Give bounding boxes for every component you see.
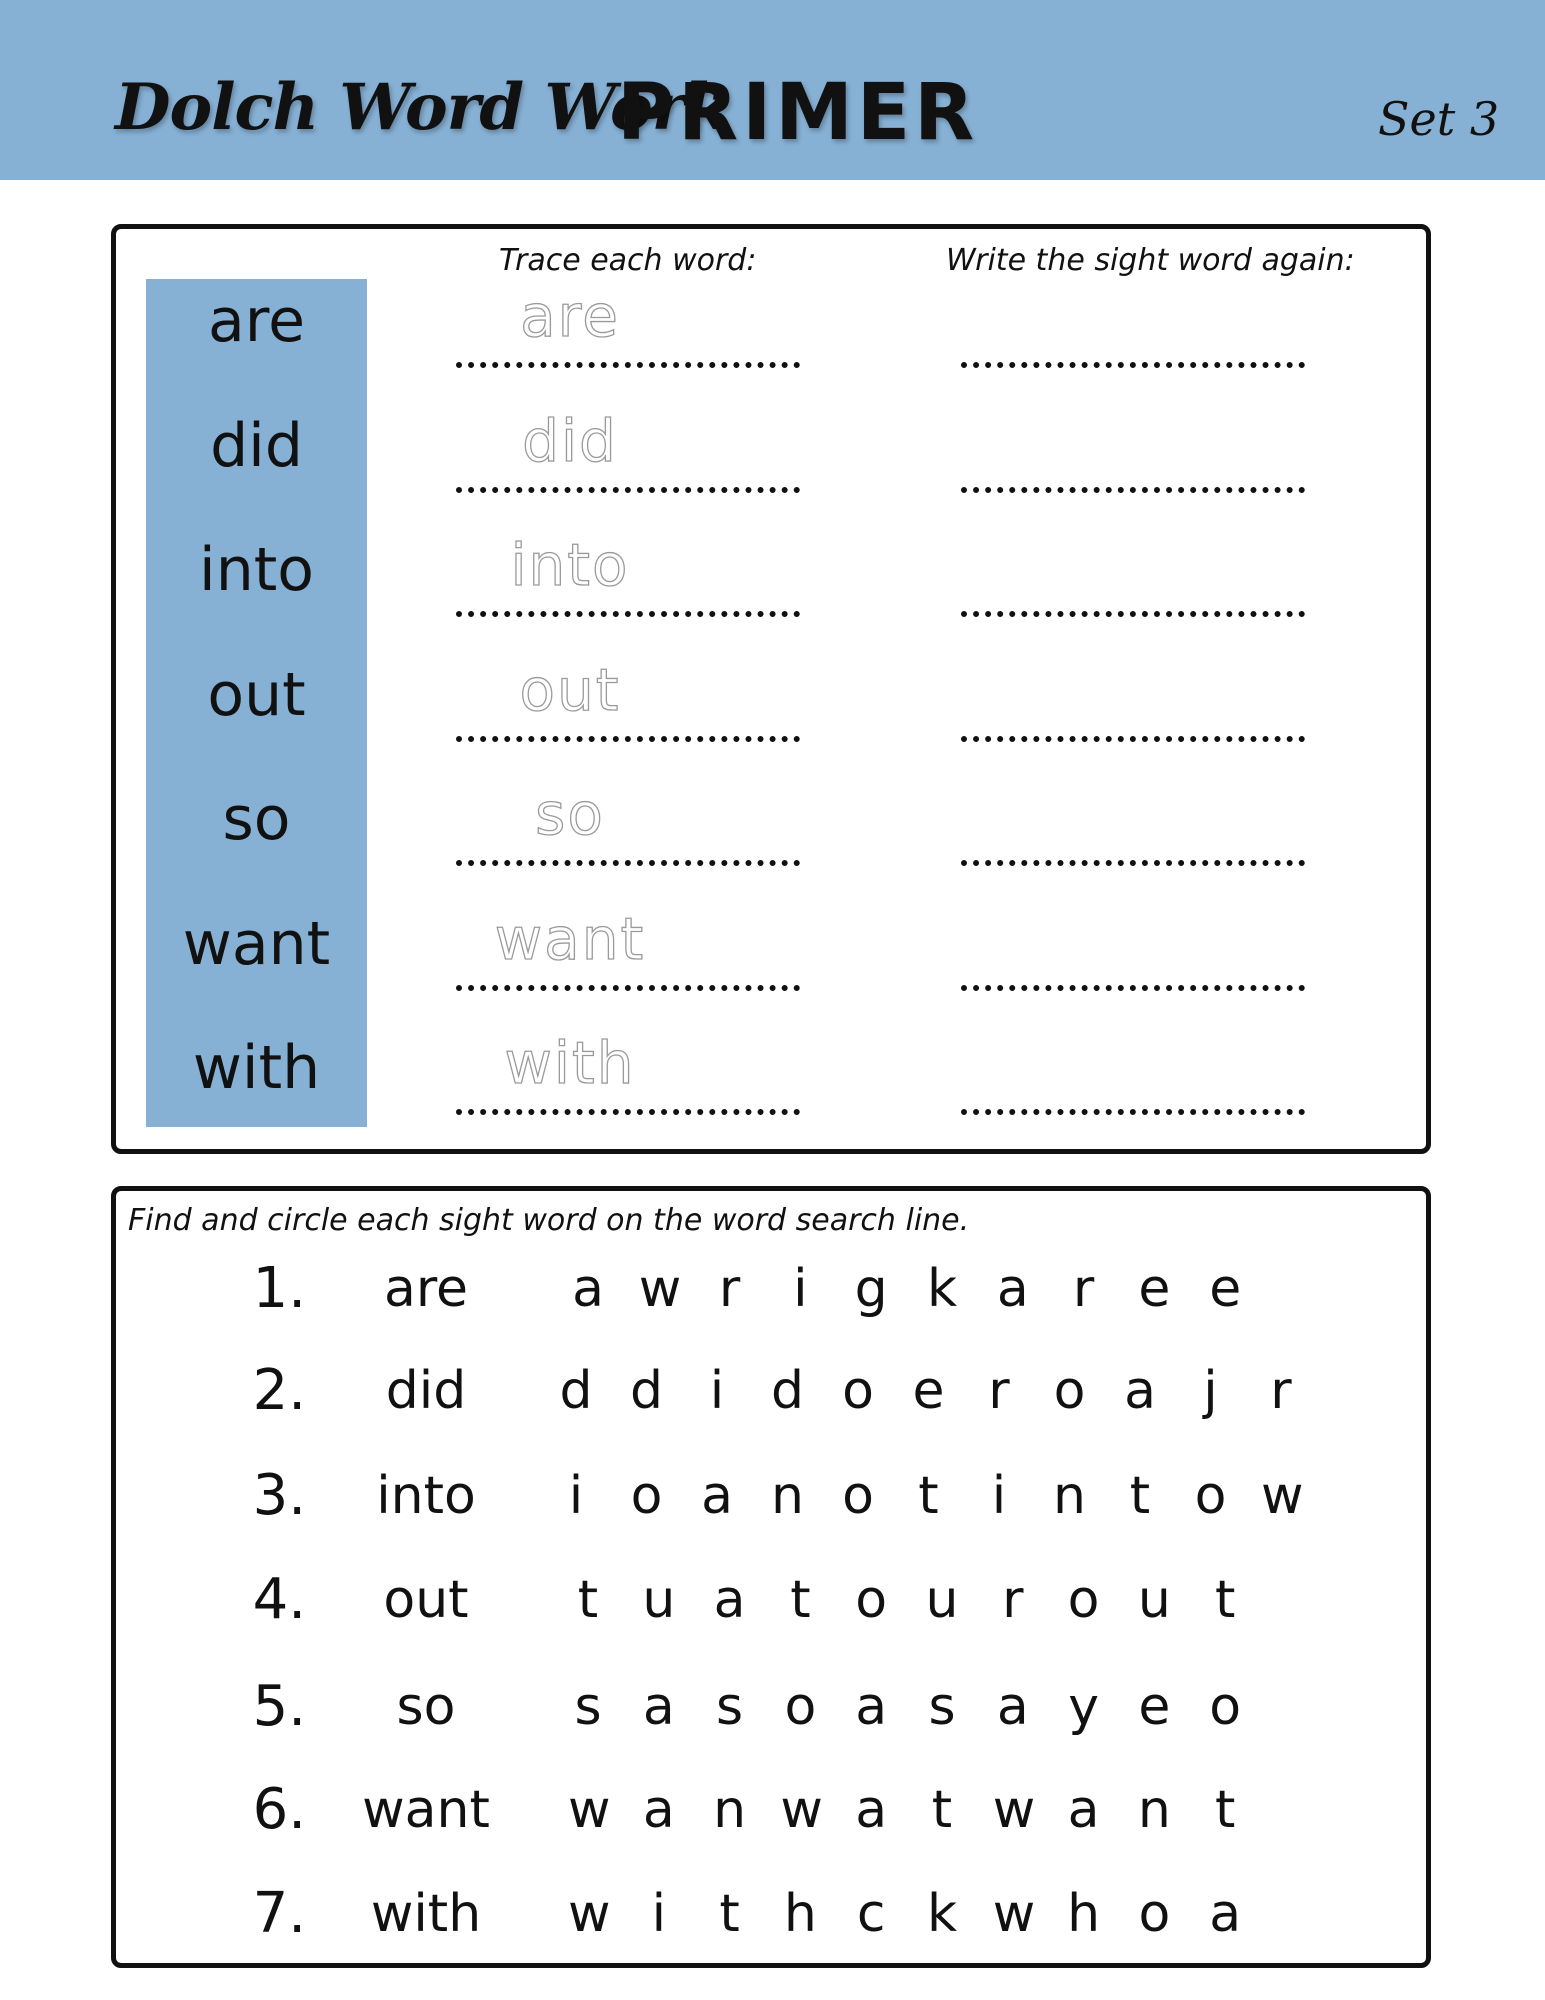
search-letter[interactable]: t xyxy=(918,1466,939,1526)
trace-heading: Trace each word: xyxy=(499,243,757,278)
search-letter[interactable]: o xyxy=(1209,1677,1242,1737)
trace-word: into xyxy=(510,531,630,599)
search-letter[interactable]: k xyxy=(926,1884,958,1944)
search-letter[interactable]: w xyxy=(992,1884,1036,1944)
search-letter[interactable]: u xyxy=(1137,1570,1171,1630)
search-target-word: with xyxy=(370,1884,482,1944)
word-search-line[interactable] xyxy=(556,1882,1286,1946)
trace-line[interactable] xyxy=(456,362,800,368)
word-search-line[interactable] xyxy=(556,1359,1292,1423)
level-title: PRIMER xyxy=(617,68,979,158)
search-letter[interactable]: t xyxy=(719,1884,740,1944)
trace-word: so xyxy=(535,780,605,848)
search-letter[interactable]: a xyxy=(996,1259,1029,1319)
search-letter[interactable]: w xyxy=(638,1259,682,1319)
search-target-word: want xyxy=(362,1780,490,1840)
word-search-line[interactable] xyxy=(556,1778,1286,1842)
search-letter[interactable]: o xyxy=(855,1570,888,1630)
search-letter[interactable]: e xyxy=(1209,1259,1242,1319)
search-target-word: so xyxy=(396,1677,456,1737)
search-letter[interactable]: i xyxy=(793,1259,808,1319)
word-search-instructions: Find and circle each sight word on the word search line. xyxy=(128,1203,970,1238)
search-letter[interactable]: w xyxy=(992,1780,1036,1840)
search-letter[interactable]: t xyxy=(931,1780,953,1840)
write-line[interactable] xyxy=(961,1109,1305,1115)
search-letter[interactable]: o xyxy=(1067,1570,1100,1630)
search-letter[interactable]: j xyxy=(1203,1361,1218,1421)
search-letter[interactable]: a xyxy=(996,1677,1029,1737)
item-number: 6. xyxy=(252,1777,306,1842)
search-letter[interactable]: e xyxy=(1138,1259,1171,1319)
search-letter[interactable]: a xyxy=(855,1677,888,1737)
trace-line[interactable] xyxy=(456,487,800,493)
search-letter[interactable]: t xyxy=(1214,1780,1236,1840)
word-search-line[interactable] xyxy=(556,1464,1304,1528)
trace-line[interactable] xyxy=(456,860,800,866)
write-line[interactable] xyxy=(961,611,1305,617)
item-number: 7. xyxy=(252,1881,306,1946)
write-heading: Write the sight word again: xyxy=(946,243,1355,278)
search-letter[interactable]: w xyxy=(568,1780,611,1840)
worksheet-title: Dolch Word Work xyxy=(115,70,728,145)
search-letter[interactable]: a xyxy=(572,1259,604,1319)
item-number: 3. xyxy=(252,1463,306,1528)
write-line[interactable] xyxy=(961,985,1305,991)
search-letter[interactable]: a xyxy=(713,1570,746,1630)
sight-word: so xyxy=(222,784,291,854)
sight-word-panel xyxy=(146,279,367,1127)
search-letter[interactable]: e xyxy=(1138,1677,1171,1737)
search-letter[interactable]: r xyxy=(1002,1570,1024,1630)
search-letter[interactable]: o xyxy=(1138,1884,1171,1944)
search-letter[interactable]: d xyxy=(629,1361,663,1421)
search-letter[interactable]: r xyxy=(988,1361,1010,1421)
search-letter[interactable]: n xyxy=(1053,1466,1086,1526)
search-letter[interactable]: u xyxy=(925,1570,959,1630)
search-letter[interactable]: n xyxy=(713,1780,747,1840)
search-letter[interactable]: s xyxy=(928,1677,956,1737)
search-letter[interactable]: y xyxy=(1068,1677,1099,1737)
search-letter[interactable]: w xyxy=(568,1884,611,1944)
trace-word: want xyxy=(494,904,646,973)
search-target-word: out xyxy=(383,1570,469,1630)
item-number: 4. xyxy=(252,1567,306,1632)
write-line[interactable] xyxy=(961,736,1305,742)
write-line[interactable] xyxy=(961,362,1305,368)
search-letter[interactable]: n xyxy=(771,1466,804,1526)
search-letter[interactable]: d xyxy=(559,1361,593,1421)
word-search-section xyxy=(111,1186,1431,1968)
search-letter[interactable]: o xyxy=(842,1466,874,1526)
search-letter[interactable]: k xyxy=(926,1259,958,1319)
trace-word: with xyxy=(504,1029,636,1097)
search-letter[interactable]: i xyxy=(991,1466,1007,1526)
search-letter[interactable]: i xyxy=(709,1361,725,1421)
search-letter[interactable]: a xyxy=(701,1466,733,1526)
search-letter[interactable]: t xyxy=(1129,1466,1151,1526)
search-letter[interactable]: n xyxy=(1137,1780,1171,1840)
sight-word: want xyxy=(182,908,331,979)
search-letter[interactable]: r xyxy=(1072,1259,1095,1319)
search-letter[interactable]: s xyxy=(716,1677,744,1737)
search-letter[interactable]: i xyxy=(568,1466,584,1526)
search-letter[interactable]: r xyxy=(718,1259,741,1319)
set-label: Set 3 xyxy=(1378,92,1500,146)
search-letter[interactable]: t xyxy=(790,1570,811,1630)
search-letter[interactable]: o xyxy=(784,1677,817,1737)
search-letter[interactable]: s xyxy=(574,1677,602,1737)
search-letter[interactable]: i xyxy=(651,1884,667,1944)
search-letter[interactable]: e xyxy=(912,1361,945,1421)
search-letter[interactable]: o xyxy=(630,1466,663,1526)
item-number: 5. xyxy=(252,1674,306,1739)
search-letter[interactable]: w xyxy=(1261,1466,1304,1526)
search-letter[interactable]: h xyxy=(1067,1884,1101,1944)
search-letter[interactable]: r xyxy=(1270,1361,1292,1421)
trace-line[interactable] xyxy=(456,1109,800,1115)
search-letter[interactable]: a xyxy=(1209,1884,1242,1944)
search-letter[interactable]: d xyxy=(770,1361,804,1421)
search-target-word: into xyxy=(376,1466,476,1526)
trace-word: did xyxy=(522,406,618,475)
header-banner xyxy=(0,0,1545,180)
sight-word: did xyxy=(210,410,303,481)
item-number: 2. xyxy=(252,1358,306,1423)
search-letter[interactable]: a xyxy=(642,1780,675,1840)
trace-word: out xyxy=(519,655,621,724)
sight-word: are xyxy=(207,286,306,356)
search-letter[interactable]: c xyxy=(856,1884,886,1944)
trace-word: are xyxy=(520,282,620,350)
search-target-word: did xyxy=(385,1361,467,1421)
write-line[interactable] xyxy=(961,860,1305,866)
search-letter[interactable]: a xyxy=(855,1780,888,1840)
item-number: 1. xyxy=(252,1256,306,1321)
search-letter[interactable]: h xyxy=(783,1884,817,1944)
word-search-line[interactable] xyxy=(556,1257,1286,1321)
search-letter[interactable]: o xyxy=(1194,1466,1227,1526)
search-letter[interactable]: a xyxy=(1124,1361,1156,1421)
word-search-line[interactable] xyxy=(556,1675,1286,1739)
search-letter[interactable]: g xyxy=(854,1259,888,1319)
search-letter[interactable]: o xyxy=(842,1361,874,1421)
search-letter[interactable]: t xyxy=(1214,1570,1236,1630)
trace-line[interactable] xyxy=(456,736,800,742)
word-search-line[interactable] xyxy=(556,1568,1286,1632)
search-letter[interactable]: t xyxy=(577,1570,599,1630)
sight-word: with xyxy=(192,1033,321,1103)
sight-word: into xyxy=(199,535,314,605)
search-letter[interactable]: a xyxy=(1067,1780,1100,1840)
sight-word: out xyxy=(207,659,306,730)
search-letter[interactable]: o xyxy=(1053,1361,1086,1421)
trace-line[interactable] xyxy=(456,611,800,617)
trace-line[interactable] xyxy=(456,985,800,991)
write-line[interactable] xyxy=(961,487,1305,493)
search-letter[interactable]: u xyxy=(642,1570,676,1630)
search-target-word: are xyxy=(383,1259,469,1319)
trace-section xyxy=(111,224,1431,1154)
search-letter[interactable]: w xyxy=(780,1780,823,1840)
search-letter[interactable]: a xyxy=(642,1677,675,1737)
